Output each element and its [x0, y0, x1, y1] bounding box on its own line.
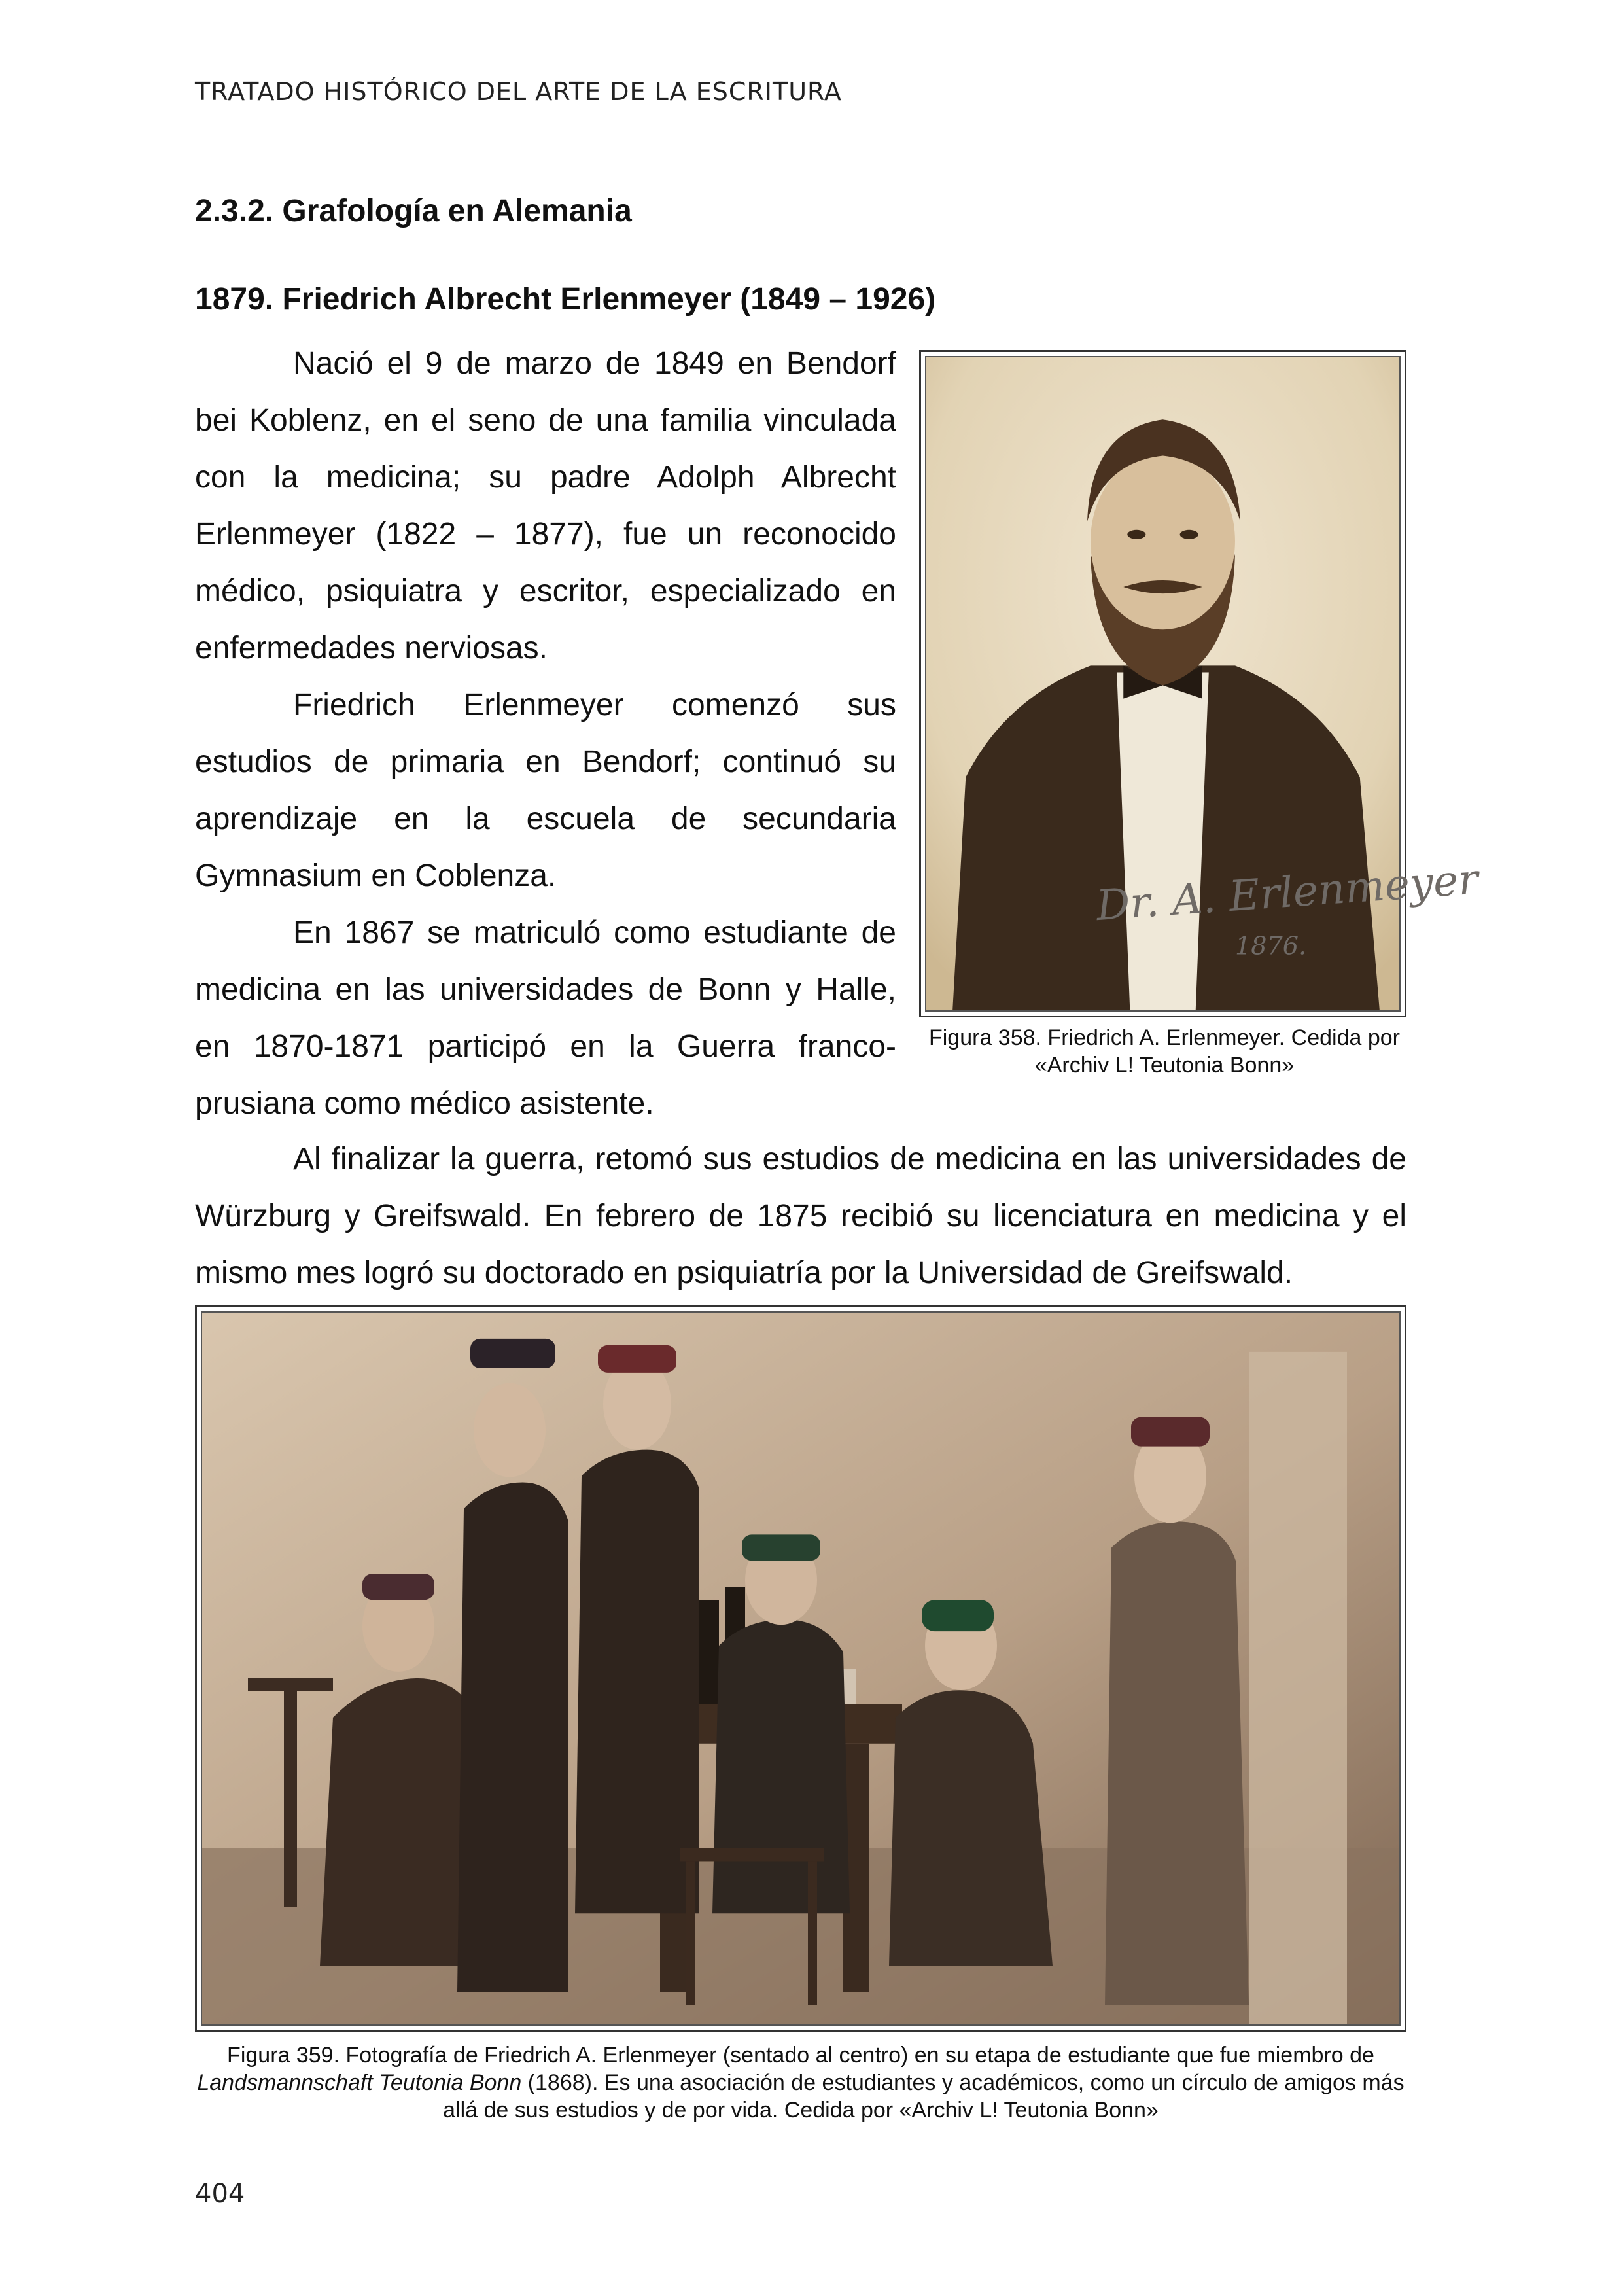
group-photo: [202, 1313, 1399, 2024]
subsection-title: 1879. Friedrich Albrecht Erlenmeyer (1849 – 1926): [195, 282, 936, 317]
paragraph-birth: Nació el 9 de marzo de 1849 en Bendorf bei Koblenz, en el seno de una familia vinculada con la medicina; su padre Adolph Albrecht Erlenmeyer (1822 – 1877), fue un reconocido médico, psiquiatra y escritor, especializado en enfermedades nerviosas.: [195, 346, 896, 665]
paragraph-university: En 1867 se matriculó como estudiante de medicina en las universidades de Bonn y Halle, en 1870-1871 participó en la Guerra franco-prusiana como médico asistente.: [195, 915, 896, 1121]
figure-358-portrait: [919, 350, 1480, 1017]
running-header: TRATADO HISTÓRICO DEL ARTE DE LA ESCRITURA: [195, 77, 842, 106]
figure-359-caption: [195, 2041, 1406, 2124]
portrait-signature-year: 1876.: [1234, 931, 1307, 961]
paragraph-doctorate: Al finalizar la guerra, retomó sus estudios de medicina en las universidades de Würzburg y Greifswald. En febrero de 1875 recibió su licenciatura en medicina y el mismo mes logró su doctorado en psiquiatría por la Universidad de Greifswald.: [195, 1142, 1406, 1290]
page-number: 404: [195, 2179, 245, 2209]
figure-359-caption-text-end: (1868). Es una asociación de estudiantes y académicos, como un círculo de amigos más allá de sus estudios y de por vida. Cedida por «Archiv L! Teutonia Bonn»: [443, 2070, 1405, 2123]
body-column: [195, 335, 896, 1132]
portrait-signature: Dr. A. Erlenmeyer: [1094, 855, 1480, 931]
body-full-width: [195, 1131, 1406, 1301]
figure-358-caption: Figura 358. Friedrich A. Erlenmeyer. Cedida por «Archiv L! Teutonia Bonn»: [928, 1025, 1400, 1078]
section-title: 2.3.2. Grafología en Alemania: [195, 194, 632, 228]
figure-359-caption-italic: Landsmannschaft Teutonia Bonn: [197, 2070, 522, 2095]
figure-359-group-photo: [195, 1305, 1406, 2032]
paragraph-studies: Friedrich Erlenmeyer comenzó sus estudios de primaria en Bendorf; continuó su aprendizaje en la escuela de secundaria Gymnasium en Coblenza.: [195, 688, 896, 893]
portrait-photo: [926, 357, 1480, 1010]
figure-359-caption-text: Figura 359. Fotografía de Friedrich A. Erlenmeyer (sentado al centro) en su etapa de estudiante que fue miembro de: [227, 2043, 1374, 2068]
